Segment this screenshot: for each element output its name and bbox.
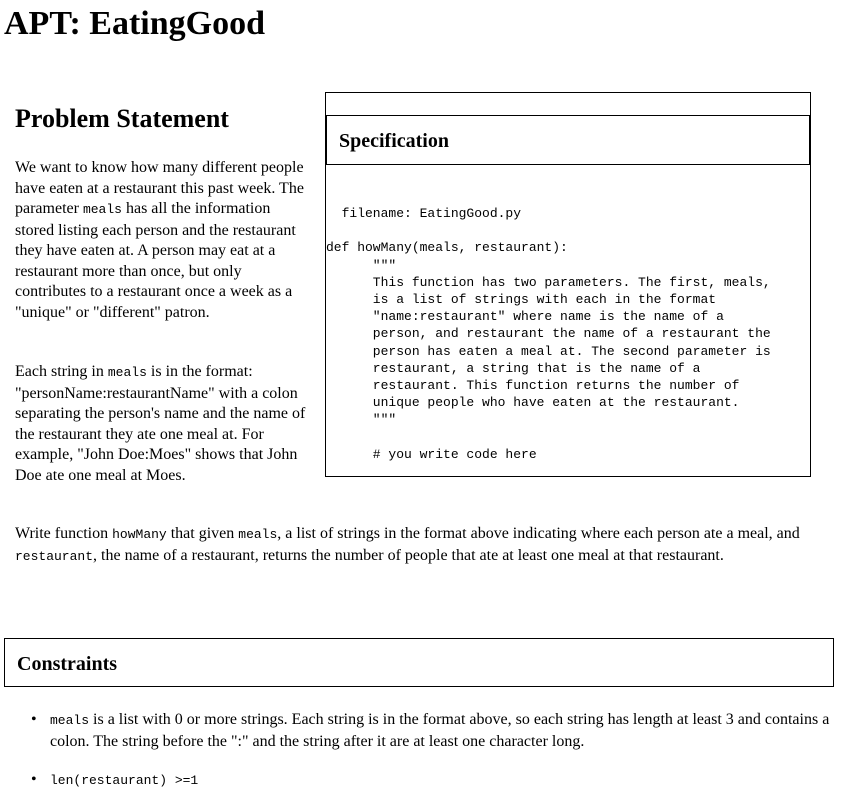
page-title: APT: EatingGood (4, 5, 266, 42)
p2-code-meals: meals (107, 365, 147, 380)
p2-text-a: Each string in (15, 363, 108, 380)
specification-box (325, 92, 811, 477)
specification-code: filename: EatingGood.py def howMany(meals, restaurant): """ This function has two parameters. The first, meals, is a list of strings with each in the format "name:restaurant" where name is the name of a person, and restaurant the name of a restaurant the person has eaten a meal at. The second parameter is restaurant, a string that is the name of a restaurant. This function returns the number of unique people who have eaten at the restaurant. """ # you write code here (326, 206, 771, 462)
specification-header (326, 115, 810, 165)
constraints-header (4, 638, 834, 687)
p3-text-a: Write function (15, 525, 113, 542)
problem-paragraph-2 (15, 362, 315, 486)
specification-title: Specification (339, 130, 449, 152)
p3-text-b: that given (166, 525, 239, 542)
problem-statement-heading: Problem Statement (15, 104, 229, 133)
p3-code-meals: meals (238, 527, 278, 542)
p3-code-restaurant: restaurant (15, 548, 94, 564)
constraint-item (0, 770, 836, 792)
p3-text-c: , a list of strings in the format above indicating where each person ate a meal, and (277, 525, 800, 542)
p1-text-b: has all the information stored listing each person and the restaurant they have eaten at. A person may eat at a restaurant more than once, but only contributes to a restaurant once a week as a "unique" or "different" patron. (15, 200, 296, 321)
p2-text-b: is in the format: "personName:restaurantName" with a colon separating the person's name and the name of the restaurant they ate one meal at. For example, "John Doe:Moes" shows that John Doe ate one meal at Moes. (15, 363, 306, 484)
c2-code: len(restaurant) >=1 (50, 773, 199, 788)
problem-paragraph-3 (15, 524, 830, 567)
constraint-item (0, 710, 836, 752)
problem-paragraph-1 (15, 158, 310, 323)
c1-text: is a list with 0 or more strings. Each string is in the format above, so each string has length at least 3 and contains a colon. The string before the ":" and the string after it are at least one character long. (50, 711, 830, 750)
p1-text-a: We want to know how many different people have eaten at a restaurant this past week. The parameter (15, 159, 304, 217)
p3-code-howmany: howMany (112, 527, 167, 542)
constraints-list (0, 710, 836, 792)
constraints-title: Constraints (17, 653, 118, 675)
p3-text-d: , the name of a restaurant, returns the number of people that ate at least one meal at that restaurant. (93, 546, 724, 564)
c1-code-meals: meals (50, 713, 90, 728)
p1-code-meals: meals (82, 202, 122, 217)
